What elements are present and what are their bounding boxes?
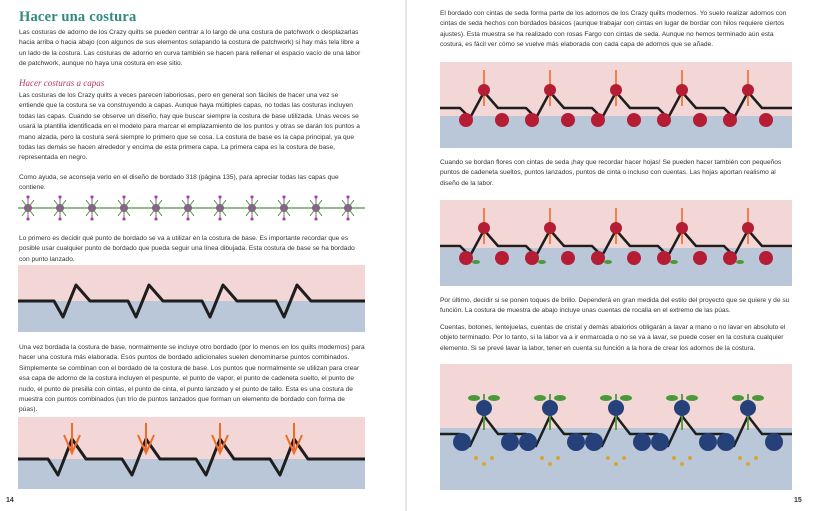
right-page [407,0,813,511]
sparkle-paragraph: Por último, decidir si se ponen toques de brillo. Dependerá en gran medida del estilo del proyecto que se quiere y de su función. La costura de muestra de abajo incluye unas cuentas de rocalla en el extremo de las púas. [440,297,790,315]
intro-paragraph: Las costuras de adorno de los Crazy quilts se pueden centrar a lo largo de una costura de patchwork o desplazarlas hacia arriba o hacia abajo (con algunos de sus elementos solapando la costura de patchwork) si hay más tela libre a un lado de la costura. Las costuras de adorno en curva también se hacen para rellenar el espacio vacío de una labor de patchwork, aunque no haya una costura en ese sitio. [19,29,361,68]
left-page [0,0,406,511]
photo-combined-stitch [18,417,365,489]
page-title: Hacer una costura [19,9,137,25]
photo-blue-roses-beads [440,364,792,490]
page-number-left: 14 [6,497,14,504]
page-number-right: 15 [794,497,802,504]
base-stitch-paragraph: Lo primero es decidir qué punto de bordado se va a utilizar en la costura de base. Es importante recordar que es posible usar cualquier punto de bordado que pueda seguir una línea dibujada. Esta costura de base se ha bordado con punto lanzado. [19,235,355,263]
combined-stitch-paragraph: Una vez bordada la costura de base, normalmente se incluye otro bordado (por lo menos en los quilts modernos) para hacer una costura más elaborada. Esos puntos de bordado adicionales suelen denominarse puntos combinados. Simplemente se combinan con el bordado de la costura de base. Los puntos que normalmente se utilizan para crear esa capa de adorno de la costura incluyen el pespunte, el punto de vapor, el punto de cadeneta suelto, el punto de nudo, el punto de presilla con cintas, el punto de cinta, el punto lanzado y el punto de tallo. Esta es una costura de muestra con puntos combinados (un trío de puntos lanzados que forman un elemento de bordado con forma de púas). [19,344,365,414]
silk-ribbon-paragraph: El bordado con cintas de seda forma parte de los adornos de los Crazy quilts modernos. Yo suelo realizar adornos con cintas de seda hechos con bordados básicos (aunque trabajar con cintas en lugar de bordar con hilos requiere ciertos ajustes). Esta muestra se ha realizado con rosas Fargo con cintas de seda. Aunque no hemos terminado aún esta costura, es fácil ver cómo se vuelve más elaborada con cada capa de adornos que se añade. [440,10,787,49]
help-paragraph: Como ayuda, se aconseja verlo en el diseño de bordado 318 (página 135), para apreciar todas las capas que contiene. [19,174,339,192]
layers-paragraph: Las costuras de los Crazy quilts a veces parecen laboriosas, pero en general son fáciles de hacer una vez se entiende que la costura se va construyendo a capas. Aunque haya múltiples capas, no todas las costuras incluyen todas las capas. Cuando se observe un diseño, hay que buscar siempre la costura de base utilizada. Unas veces se usará la plantilla identificada en el modelo para marcar el emplazamiento de los puntos y otras se darán los puntos a mano alzada, pero la costura será siempre lo primero que se cosa. La costura de base es la capa principal, ya que todas las demás se hacen alrededor y encima de esta primera capa. La primera capa es la costura de base, representada en negro. [19,92,360,162]
beads-paragraph: Cuentas, botones, lentejuelas, cuentas de cristal y demás abalorios obligarán a lavar a mano o no lavar en absoluto el objeto terminado. Por lo tanto, si la labor va a ir enmarcada o no se va a lavar, se puede coser en la costura cualquier elemento. Si se prevé lavar la labor, tener en cuenta su función a la hora de crear los adornos de la costura. [440,324,786,352]
photo-silk-roses [440,62,792,148]
leaves-paragraph: Cuando se bordan flores con cintas de seda ¡hay que recordar hacer hojas! Se pueden hacer también con pequeños puntos de cadeneta sueltos, puntos lanzados, puntos de cinta o incluso con cuentas. Las hojas aportan realismo al diseño de la labor. [440,159,782,187]
photo-roses-with-leaves [440,200,792,286]
purple-flower-motifs [18,195,365,220]
embroidery-motif-strip [18,192,365,224]
photo-base-stitch [18,265,365,332]
section-subtitle: Hacer costuras a capas [19,78,105,88]
